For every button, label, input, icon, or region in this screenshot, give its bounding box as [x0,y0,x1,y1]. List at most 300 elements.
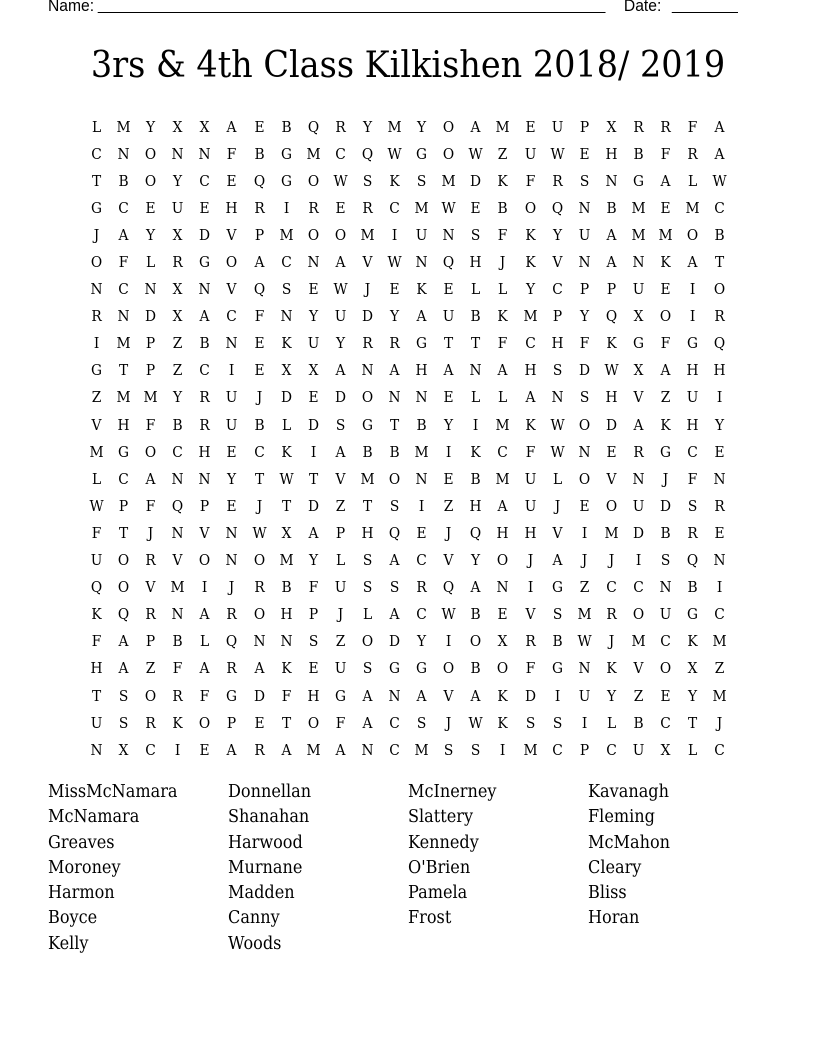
grid-letter[interactable]: S [552,715,562,732]
grid-letter[interactable]: G [687,336,699,353]
grid-letter[interactable]: Q [388,525,401,542]
grid-letter[interactable]: Q [605,309,617,326]
grid-letter[interactable]: N [90,742,103,759]
grid-letter[interactable]: W [252,525,267,542]
grid-letter[interactable]: H [198,444,211,461]
grid-letter[interactable]: A [145,471,156,488]
grid-letter[interactable]: S [362,173,373,190]
grid-letter[interactable]: F [118,255,129,272]
grid-letter[interactable]: Z [335,634,346,651]
grid-letter[interactable]: D [307,498,319,515]
grid-letter[interactable]: I [283,200,289,217]
grid-letter[interactable]: X [172,227,183,244]
grid-letter[interactable]: P [200,498,210,515]
grid-letter[interactable]: R [606,607,617,624]
grid-letter[interactable]: N [361,742,374,759]
grid-letter[interactable]: R [253,742,265,759]
grid-letter[interactable]: U [442,309,455,326]
grid-letter[interactable]: N [171,471,184,488]
grid-letter[interactable]: S [362,661,373,678]
grid-letter[interactable]: O [253,553,265,570]
grid-letter[interactable]: Y [308,553,318,570]
grid-letter[interactable]: C [606,580,617,597]
grid-letter[interactable]: S [579,173,589,190]
grid-letter[interactable]: A [335,363,346,380]
grid-letter[interactable]: Z [660,390,671,407]
grid-letter[interactable]: D [605,417,617,434]
grid-letter[interactable]: R [226,661,238,678]
grid-letter[interactable]: A [660,363,671,380]
grid-letter[interactable]: Q [307,119,319,136]
grid-letter[interactable]: R [145,715,156,732]
grid-letter[interactable]: N [198,282,211,299]
grid-letter[interactable]: N [225,336,239,353]
grid-letter[interactable]: O [443,661,455,678]
grid-letter[interactable]: D [361,309,374,326]
grid-letter[interactable]: N [632,471,645,488]
grid-letter[interactable]: I [527,580,533,597]
grid-letter[interactable]: I [175,742,181,759]
grid-letter[interactable]: X [687,661,698,678]
grid-letter[interactable]: X [633,363,644,380]
grid-letter[interactable]: S [118,688,129,705]
grid-letter[interactable]: O [659,661,672,678]
grid-letter[interactable]: T [688,715,698,732]
grid-letter[interactable]: G [91,363,103,380]
grid-letter[interactable]: M [116,119,131,136]
grid-letter[interactable]: B [281,119,292,136]
grid-letter[interactable]: F [335,715,346,732]
grid-letter[interactable]: H [361,525,374,542]
grid-letter[interactable]: M [441,173,456,190]
grid-letter[interactable]: N [551,390,564,407]
grid-letter[interactable]: C [172,444,184,461]
grid-letter[interactable]: N [280,309,293,326]
grid-letter[interactable]: A [497,498,508,515]
grid-letter[interactable]: Y [146,227,156,244]
grid-letter[interactable]: A [118,227,129,244]
grid-letter[interactable]: C [714,742,725,759]
grid-letter[interactable]: T [254,471,264,488]
grid-letter[interactable]: D [280,390,292,407]
grid-letter[interactable]: B [687,580,698,597]
grid-letter[interactable]: G [361,417,373,434]
grid-letter[interactable]: B [606,200,617,217]
grid-letter[interactable]: R [524,634,536,651]
grid-letter[interactable]: Y [417,119,427,136]
grid-letter[interactable]: T [281,715,291,732]
grid-letter[interactable]: G [199,255,211,272]
grid-letter[interactable]: N [415,390,428,407]
grid-letter[interactable]: Y [362,119,373,136]
grid-letter[interactable]: W [333,282,348,299]
grid-letter[interactable]: R [91,309,102,326]
grid-letter[interactable]: M [522,309,538,326]
grid-letter[interactable]: F [525,661,535,678]
grid-letter[interactable]: U [334,309,347,326]
grid-letter[interactable]: K [497,715,509,732]
grid-letter[interactable]: M [495,119,511,136]
grid-letter[interactable]: H [90,661,103,678]
grid-letter[interactable]: R [389,336,400,353]
grid-letter[interactable]: B [470,471,481,488]
grid-letter[interactable]: E [660,282,671,299]
grid-letter[interactable]: N [605,173,618,190]
grid-letter[interactable]: N [415,255,428,272]
grid-letter[interactable]: K [687,634,698,651]
grid-letter[interactable]: E [145,200,156,217]
grid-letter[interactable]: P [254,227,264,244]
grid-letter[interactable]: F [660,146,671,163]
grid-letter[interactable]: J [229,580,235,597]
grid-letter[interactable]: G [280,146,292,163]
grid-letter[interactable]: L [498,282,508,299]
grid-letter[interactable]: L [471,282,481,299]
grid-letter[interactable]: M [116,390,131,407]
grid-letter[interactable]: A [335,444,346,461]
grid-letter[interactable]: Q [443,580,455,597]
grid-letter[interactable]: J [256,390,262,407]
grid-letter[interactable]: M [631,227,646,244]
grid-letter[interactable]: I [93,336,100,353]
grid-letter[interactable]: N [225,553,239,570]
grid-letter[interactable]: B [470,661,481,678]
grid-letter[interactable]: Q [253,173,265,190]
grid-letter[interactable]: P [579,742,589,759]
grid-letter[interactable]: F [200,688,210,705]
grid-letter[interactable]: L [498,390,508,407]
grid-letter[interactable]: X [281,363,292,380]
grid-letter[interactable]: M [306,146,321,163]
grid-letter[interactable]: N [632,255,645,272]
grid-letter[interactable]: N [198,146,211,163]
grid-letter[interactable]: K [524,417,536,434]
grid-letter[interactable]: A [199,607,210,624]
grid-letter[interactable]: K [497,688,509,705]
grid-letter[interactable]: I [446,444,452,461]
grid-letter[interactable]: V [91,417,102,434]
grid-letter[interactable]: Q [90,580,103,597]
grid-letter[interactable]: F [525,173,535,190]
grid-letter[interactable]: O [117,553,130,570]
grid-letter[interactable]: U [632,498,645,515]
grid-letter[interactable]: K [416,282,427,299]
grid-letter[interactable]: C [497,444,509,461]
grid-letter[interactable]: U [307,336,320,353]
grid-letter[interactable]: F [145,498,156,515]
grid-letter[interactable]: Q [361,146,374,163]
grid-letter[interactable]: V [552,525,563,542]
grid-letter[interactable]: A [118,634,129,651]
grid-letter[interactable]: P [335,525,346,542]
grid-letter[interactable]: I [581,715,587,732]
grid-letter[interactable]: S [416,715,427,732]
grid-letter[interactable]: A [497,363,508,380]
grid-letter[interactable]: L [146,255,156,272]
grid-letter[interactable]: E [254,336,265,353]
grid-letter[interactable]: C [416,607,427,624]
grid-letter[interactable]: X [660,742,671,759]
grid-letter[interactable]: U [551,119,563,136]
grid-letter[interactable]: A [227,742,237,759]
grid-letter[interactable]: E [606,444,617,461]
grid-letter[interactable]: R [633,119,644,136]
grid-letter[interactable]: W [550,417,565,434]
grid-letter[interactable]: E [714,444,725,461]
grid-letter[interactable]: U [90,553,103,570]
grid-letter[interactable]: W [550,444,565,461]
grid-letter[interactable]: Y [173,173,183,190]
grid-letter[interactable]: A [470,688,481,705]
grid-letter[interactable]: R [172,688,184,705]
grid-letter[interactable]: C [524,336,536,353]
grid-letter[interactable]: E [226,498,238,515]
grid-letter[interactable]: O [145,688,157,705]
grid-letter[interactable]: U [524,146,536,163]
grid-letter[interactable]: P [227,715,237,732]
grid-letter[interactable]: F [498,336,508,353]
grid-letter[interactable]: C [633,580,644,597]
grid-letter[interactable]: O [524,200,536,217]
grid-letter[interactable]: F [687,471,698,488]
grid-letter[interactable]: O [443,119,455,136]
grid-letter[interactable]: C [687,444,698,461]
grid-letter[interactable]: I [202,580,208,597]
grid-letter[interactable]: E [525,119,536,136]
grid-letter[interactable]: S [362,580,373,597]
grid-letter[interactable]: C [389,742,400,759]
grid-letter[interactable]: G [389,661,401,678]
grid-letter[interactable]: A [416,688,427,705]
grid-letter[interactable]: M [414,444,429,461]
grid-letter[interactable]: K [524,227,536,244]
grid-letter[interactable]: T [389,417,400,434]
grid-letter[interactable]: P [118,498,129,515]
grid-letter[interactable]: N [469,363,482,380]
name-field-line[interactable] [98,12,606,13]
grid-letter[interactable]: C [199,363,211,380]
grid-letter[interactable]: C [551,282,563,299]
grid-letter[interactable]: I [473,417,479,434]
grid-letter[interactable]: W [468,715,483,732]
grid-letter[interactable]: V [633,390,644,407]
grid-letter[interactable]: A [199,309,210,326]
grid-letter[interactable]: J [337,607,344,624]
grid-letter[interactable]: N [659,580,672,597]
grid-letter[interactable]: M [631,200,646,217]
grid-letter[interactable]: F [227,146,237,163]
grid-letter[interactable]: R [308,200,319,217]
grid-letter[interactable]: N [578,255,591,272]
grid-letter[interactable]: R [633,444,644,461]
grid-letter[interactable]: J [147,525,154,542]
grid-letter[interactable]: R [145,553,156,570]
grid-letter[interactable]: P [579,119,589,136]
grid-letter[interactable]: B [389,444,400,461]
grid-letter[interactable]: A [470,580,481,597]
grid-letter[interactable]: M [143,390,158,407]
grid-letter[interactable]: Z [443,498,454,515]
grid-letter[interactable]: Z [714,661,725,678]
grid-letter[interactable]: P [146,634,156,651]
grid-letter[interactable]: O [686,227,699,244]
grid-letter[interactable]: S [389,498,400,515]
grid-letter[interactable]: R [687,146,698,163]
grid-letter[interactable]: H [117,417,130,434]
grid-letter[interactable]: C [118,282,129,299]
grid-letter[interactable]: E [254,715,265,732]
grid-letter[interactable]: D [470,173,482,190]
grid-letter[interactable]: X [308,363,319,380]
grid-letter[interactable]: K [389,173,400,190]
grid-letter[interactable]: S [525,715,535,732]
grid-letter[interactable]: O [307,715,319,732]
grid-letter[interactable]: G [551,661,563,678]
grid-letter[interactable]: B [470,309,481,326]
grid-letter[interactable]: A [389,363,400,380]
grid-letter[interactable]: X [172,119,183,136]
grid-letter[interactable]: V [227,282,237,299]
grid-letter[interactable]: A [416,309,427,326]
grid-letter[interactable]: G [551,580,563,597]
grid-letter[interactable]: O [90,255,103,272]
grid-letter[interactable]: B [172,417,183,434]
grid-letter[interactable]: O [226,255,238,272]
grid-letter[interactable]: N [171,607,184,624]
grid-letter[interactable]: B [172,634,183,651]
grid-letter[interactable]: C [389,200,400,217]
grid-letter[interactable]: G [632,173,644,190]
grid-letter[interactable]: G [91,200,103,217]
grid-letter[interactable]: R [714,498,725,515]
grid-letter[interactable]: A [660,173,671,190]
grid-letter[interactable]: A [254,255,265,272]
grid-letter[interactable]: C [551,742,563,759]
grid-letter[interactable]: Y [227,471,237,488]
grid-letter[interactable]: F [308,580,319,597]
grid-letter[interactable]: O [199,553,211,570]
grid-letter[interactable]: M [279,553,294,570]
grid-letter[interactable]: X [200,119,210,136]
grid-letter[interactable]: R [687,525,698,542]
grid-letter[interactable]: L [335,553,345,570]
grid-letter[interactable]: M [360,227,375,244]
grid-letter[interactable]: Q [551,200,563,217]
grid-letter[interactable]: Q [117,607,130,624]
grid-letter[interactable]: A [308,525,319,542]
grid-letter[interactable]: A [254,661,265,678]
grid-letter[interactable]: O [605,498,617,515]
grid-letter[interactable]: Z [633,688,644,705]
grid-letter[interactable]: J [527,553,533,570]
grid-letter[interactable]: A [525,390,536,407]
grid-letter[interactable]: N [117,309,130,326]
grid-letter[interactable]: E [308,661,319,678]
grid-letter[interactable]: F [254,309,264,326]
grid-letter[interactable]: E [226,173,238,190]
grid-letter[interactable]: A [335,255,346,272]
grid-letter[interactable]: V [606,471,617,488]
grid-letter[interactable]: N [388,688,401,705]
grid-letter[interactable]: T [471,336,481,353]
grid-letter[interactable]: O [307,227,319,244]
grid-letter[interactable]: Y [146,119,156,136]
grid-letter[interactable]: W [441,200,456,217]
grid-letter[interactable]: T [281,498,291,515]
grid-letter[interactable]: S [660,553,671,570]
grid-letter[interactable]: O [497,661,509,678]
grid-letter[interactable]: B [497,200,509,217]
grid-letter[interactable]: E [226,444,238,461]
grid-letter[interactable]: H [469,255,482,272]
grid-letter[interactable]: C [118,471,129,488]
grid-letter[interactable]: N [713,553,726,570]
grid-letter[interactable]: Z [173,336,183,353]
grid-letter[interactable]: I [635,553,642,570]
grid-letter[interactable]: C [606,742,617,759]
grid-letter[interactable]: N [713,471,726,488]
grid-letter[interactable]: I [716,580,723,597]
grid-letter[interactable]: C [253,444,265,461]
grid-letter[interactable]: H [713,363,726,380]
grid-letter[interactable]: A [606,227,617,244]
grid-letter[interactable]: K [497,309,509,326]
grid-letter[interactable]: K [470,444,482,461]
grid-letter[interactable]: K [660,417,671,434]
grid-letter[interactable]: J [554,498,560,515]
grid-letter[interactable]: U [632,282,645,299]
grid-letter[interactable]: P [552,309,562,326]
grid-letter[interactable]: D [632,525,644,542]
grid-letter[interactable]: E [443,471,454,488]
grid-letter[interactable]: R [199,390,211,407]
grid-letter[interactable]: Y [579,309,589,326]
grid-letter[interactable]: A [362,715,373,732]
grid-letter[interactable]: G [660,444,672,461]
grid-letter[interactable]: V [525,607,536,624]
grid-letter[interactable]: H [226,200,239,217]
grid-letter[interactable]: N [578,200,591,217]
grid-letter[interactable]: H [686,363,699,380]
grid-letter[interactable]: Y [552,227,562,244]
grid-letter[interactable]: E [335,200,346,217]
grid-letter[interactable]: Y [715,417,725,434]
grid-letter[interactable]: R [199,417,211,434]
grid-letter[interactable]: K [497,173,509,190]
grid-letter[interactable]: R [253,200,265,217]
grid-letter[interactable]: R [226,607,238,624]
grid-letter[interactable]: N [253,634,266,651]
grid-letter[interactable]: G [118,444,130,461]
grid-letter[interactable]: V [362,255,373,272]
grid-letter[interactable]: D [334,390,346,407]
grid-letter[interactable]: Z [173,363,183,380]
grid-letter[interactable]: M [116,336,131,353]
grid-letter[interactable]: F [91,634,102,651]
grid-letter[interactable]: Y [173,390,183,407]
grid-letter[interactable]: R [416,580,427,597]
grid-letter[interactable]: H [524,525,537,542]
grid-letter[interactable]: I [581,525,587,542]
grid-letter[interactable]: P [146,363,156,380]
grid-letter[interactable]: N [388,390,401,407]
grid-letter[interactable]: G [280,173,292,190]
grid-letter[interactable]: O [253,607,265,624]
grid-letter[interactable]: S [552,607,562,624]
grid-letter[interactable]: E [308,390,319,407]
grid-letter[interactable]: O [632,607,645,624]
grid-letter[interactable]: S [416,173,427,190]
